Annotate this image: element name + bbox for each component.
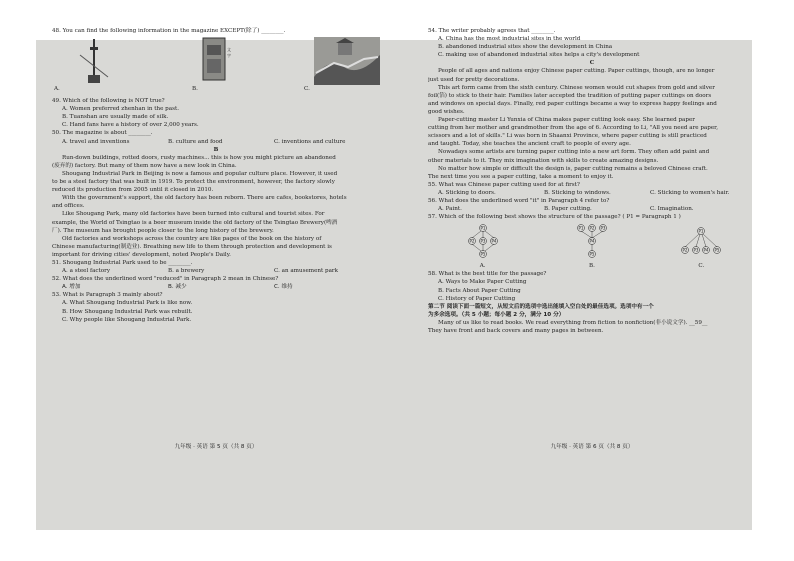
diagram-node-label: P4	[589, 238, 595, 244]
erhu-icon	[74, 37, 114, 87]
diagram-node-label: P5	[480, 251, 486, 257]
passage-b-line: reduced its production from 2005 until it closed in 2010.	[52, 187, 214, 194]
q58-option-c[interactable]: C. History of Paper Cutting	[438, 295, 516, 302]
q48-option-a[interactable]: A.	[54, 86, 60, 93]
passage-b-line: to be a steel factory that was built in 1919. To protect the environment, however, the factory slowly	[52, 179, 335, 186]
q48-option-c[interactable]: C.	[304, 86, 310, 93]
question-56: 56. What does the underlined word "it" in Paragraph 4 refer to?	[428, 197, 610, 204]
passage-c-line: foil(箔) to stick to their hair. Families later accepted the tradition of putting paper cuttings on doors	[428, 92, 712, 99]
passage-c-line: and windows on special days. Finally, red paper cuttings became a way to express happy feelings and	[428, 100, 717, 107]
structure-diagram-c[interactable]	[666, 223, 736, 261]
great-wall-image-icon	[314, 37, 380, 85]
diagram-node-label: P4	[491, 238, 497, 244]
q49-option-c[interactable]: C. Hand fans have a history of over 2,000 years.	[62, 122, 199, 129]
passage-c-line: Nowadays some artists are turning paper cutting into a new art form. They often add paint and	[438, 149, 710, 156]
svg-text:字: 字	[227, 53, 231, 59]
diagram-node-label: P2	[589, 225, 595, 231]
passage-d-line: They have front and back covers and many pages in between.	[428, 328, 604, 334]
passage-b-line: example, the World of Tsingtao is a beer museum inside the old factory of the Tsingtao Brewery(啤酒	[52, 219, 338, 226]
question-48: 48. You can find the following information in the magazine EXCEPT(除了) ________.	[52, 28, 286, 34]
passage-c-line: scissors and a lot of skills." Li was born in Shaanxi Province, where paper cutting is still practiced	[428, 133, 707, 140]
q53-option-c[interactable]: C. Why people like Shougang Industrial Park.	[62, 316, 192, 323]
diagram-node-label: P3	[693, 247, 699, 253]
q49-option-a[interactable]: A. Women preferred zhenhan in the past.	[62, 106, 179, 113]
question-58: 58. What is the best title for the passage?	[428, 271, 547, 278]
q57-structure-diagrams	[428, 223, 756, 261]
q57-option-b[interactable]: B.	[589, 263, 595, 270]
q51-option-b[interactable]: B. a brewery	[168, 268, 205, 275]
q52-option-b[interactable]: B. 减少	[168, 284, 187, 291]
q53-option-b[interactable]: B. How Shougang Industrial Park was rebuilt.	[62, 308, 193, 315]
q58-option-b[interactable]: B. Facts About Paper Cutting	[438, 287, 521, 294]
page-footer-left: 九年级 · 英语 第 5 页（共 8 页）	[174, 444, 258, 450]
passage-c-line: Paper-cutting master Li Yunxia of China makes paper cutting look easy. She learned paper	[438, 117, 695, 124]
section-b-heading: B	[213, 146, 219, 153]
passage-c-line: just used for pretty decorations.	[428, 76, 520, 83]
diagram-node-label: P2	[682, 247, 688, 253]
diagram-node-label: P4	[703, 247, 709, 253]
passage-c-line: and taught. Today, she teaches the ancient craft to people of every age.	[428, 141, 631, 148]
q54-option-b[interactable]: B. abandoned industrial sites show the development in China	[438, 44, 613, 51]
q56-options	[428, 205, 756, 213]
structure-diagram-a[interactable]	[448, 223, 518, 261]
svg-text:文: 文	[227, 47, 231, 53]
passage-c-line: No matter how simple or difficult the design is, paper cutting remains a beloved Chinese craft.	[438, 165, 708, 172]
q51-option-c[interactable]: C. an amusement park	[274, 268, 338, 275]
q56-option-b[interactable]: B. Paper cutting.	[544, 206, 592, 213]
section-c-heading: C	[589, 60, 595, 67]
q52-option-c[interactable]: C. 维持	[274, 284, 293, 291]
question-52: 52. What does the underlined word "reduced" in Paragraph 2 mean in Chinese?	[52, 276, 279, 283]
diagram-node-label: P1	[480, 225, 486, 231]
passage-c-line: People of all ages and nations enjoy Chinese paper cutting. Paper cuttings, though, are no longer	[438, 68, 715, 75]
q56-option-a[interactable]: A. Paint.	[438, 206, 462, 213]
q56-option-c[interactable]: C. Imagination.	[650, 206, 694, 213]
diagram-node-label: P3	[600, 225, 606, 231]
q49-option-b[interactable]: B. Tuanshan are usually made of silk.	[62, 114, 169, 121]
passage-b-line: Shougang Industrial Park in Beijing is now a famous and popular culture place. However, it used	[62, 170, 338, 177]
q57-option-a[interactable]: A.	[479, 263, 486, 270]
q52-option-a[interactable]: A. 增加	[62, 284, 81, 291]
passage-c-line: other materials to it. They mix imagination with skills to create amazing designs.	[428, 157, 659, 164]
q51-option-a[interactable]: A. a steel factory	[62, 268, 111, 275]
passage-b-line: Like Shougang Park, many old factories have been turned into cultural and tourist sites. For	[62, 211, 325, 218]
passage-b-line: 厂). The museum has brought people closer to the long history of the brewery.	[52, 227, 274, 234]
q55-option-a[interactable]: A. Sticking to doors.	[438, 189, 496, 196]
passage-b-line: important for driving cities' development, noted People's Daily.	[52, 251, 231, 258]
passage-c-line: The next time you see a paper cutting, take a moment to enjoy it.	[428, 173, 614, 180]
passage-c-line: cutting from her mother and grandmother from the age of 6. According to Li, "All you need are paper,	[428, 125, 718, 132]
question-57: 57. Which of the following best shows the structure of the passage? ( P1 = Paragraph 1 )	[428, 214, 681, 221]
q54-option-a[interactable]: A. China has the most industrial sites in the world	[438, 36, 581, 43]
diagram-node-label: P5	[714, 247, 720, 253]
diagram-node-label: P5	[589, 251, 595, 257]
passage-b-line: (废弃的) factory. But many of them now have a new look in China.	[52, 162, 237, 169]
question-49: 49. Which of the following is NOT true?	[52, 98, 165, 105]
q57-option-labels	[428, 262, 756, 270]
passage-c-line: This art form came from the sixth century. Chinese women would cut shapes from gold and silver	[438, 84, 715, 91]
passage-b-line: With the government's support, the old factory has been reborn. There are cafes, bookstores, hotels	[62, 195, 347, 202]
question-55: 55. What was Chinese paper cutting used for at first?	[428, 181, 580, 188]
q54-option-c[interactable]: C. making use of abandoned industrial sites helps a city's development	[438, 52, 640, 59]
q48-option-b[interactable]: B.	[192, 86, 198, 93]
q58-option-a[interactable]: A. Ways to Make Paper Cutting	[438, 279, 527, 286]
q57-option-c[interactable]: C.	[698, 263, 705, 270]
structure-diagram-b[interactable]	[557, 223, 627, 261]
left-page	[52, 27, 380, 450]
q55-option-b[interactable]: B. Sticking to windows.	[544, 189, 611, 196]
question-54: 54. The writer probably agrees that ________.	[428, 28, 556, 34]
question-50: 50. The magazine is about ________.	[52, 130, 153, 137]
section-2-instructions: 第二节 阅读下面一篇短文，从短文后的选项中选出能填入空白处的最佳选项。选项中有一个	[428, 303, 654, 310]
passage-c-line: good wishes.	[428, 108, 465, 115]
passage-b-line: Run-down buildings, rotted doors, rusty machines... this is how you might picture an abandoned	[62, 154, 336, 161]
diagram-node-label: P1	[578, 225, 584, 231]
q50-options	[52, 138, 380, 146]
q52-options	[52, 283, 380, 291]
question-53: 53. What is Paragraph 3 mainly about?	[52, 292, 163, 299]
q55-option-c[interactable]: C. Sticking to women's hair.	[650, 189, 730, 196]
passage-b-line: and offices.	[52, 203, 85, 210]
q51-options	[52, 267, 380, 275]
right-page	[428, 27, 756, 450]
passage-b-line: Old factories and workshops across the country are like pages of the book on the history of	[62, 235, 322, 242]
section-2-instructions-cont: 为多余选项。（共 5 小题；每小题 2 分，满分 10 分）	[428, 311, 565, 318]
q50-option-a[interactable]: A. travel and inventions	[62, 138, 130, 145]
question-51: 51. Shougang Industrial Park used to be ________.	[52, 259, 193, 266]
diagram-node-label: P1	[698, 228, 704, 234]
q50-option-c[interactable]: C. inventions and culture	[274, 138, 346, 145]
q53-option-a[interactable]: A. What Shougang Industrial Park is like now.	[62, 300, 193, 307]
paper-cutting-image-icon	[202, 37, 232, 83]
page-footer-right: 九年级 · 英语 第 6 页（共 8 页）	[550, 444, 634, 450]
q55-options	[428, 189, 756, 197]
diagram-node-label: P3	[480, 238, 486, 244]
q50-option-b[interactable]: B. culture and food	[168, 138, 223, 145]
passage-b-line: Chinese manufacturing(制造业). Breathing new life to them through protection and development is	[52, 243, 332, 250]
passage-d-line: Many of us like to read books. We read everything from fiction to nonfiction(非小说文学). __59__	[438, 319, 708, 326]
q48-images	[52, 35, 380, 97]
diagram-node-label: P2	[469, 238, 475, 244]
